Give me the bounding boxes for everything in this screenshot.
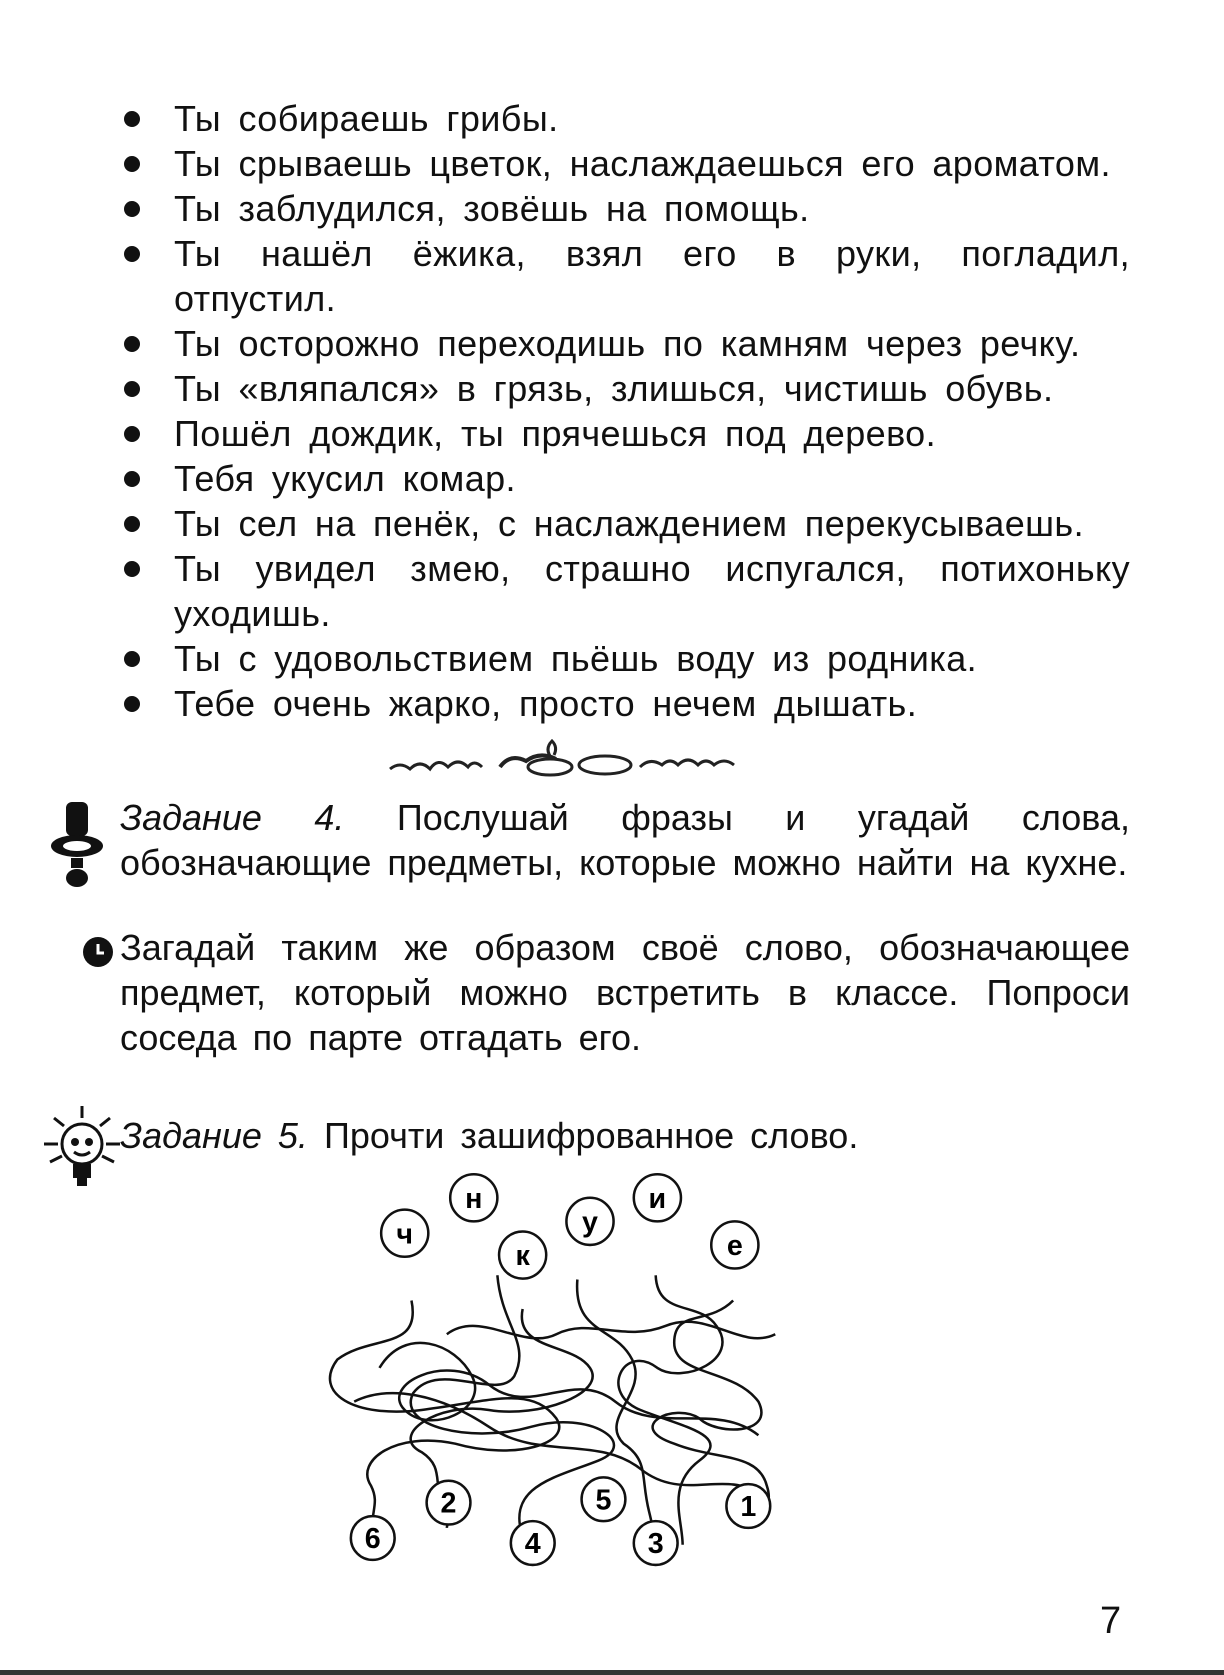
letter-e [711,1221,758,1268]
extra-task: Загадай таким же образом своё слово, обозначающее предмет, который можно встретить в классе. Попроси соседа по парте отгадать его. [120,927,1130,1058]
number-6 [351,1516,395,1560]
list-item: Ты с удовольствием пьёшь воду из родника. [120,636,1130,681]
bullet-icon [124,696,140,712]
svg-text:у: у [582,1206,598,1239]
number-5 [582,1477,626,1521]
bullet-icon [124,381,140,397]
bullet-icon [124,336,140,352]
bullet-icon [124,201,140,217]
svg-text:и: и [648,1182,667,1215]
number-2 [427,1481,471,1525]
list-item: Ты осторожно переходишь по камням через речку. [120,321,1130,366]
svg-text:н: н [465,1182,483,1215]
svg-text:ч: ч [396,1218,414,1251]
bullet-icon [124,111,140,127]
bullet-icon [124,426,140,442]
bullet-icon [124,156,140,172]
svg-text:3: 3 [647,1528,664,1561]
svg-text:1: 1 [740,1491,757,1524]
letter-i [634,1174,681,1221]
task-5: Задание 5. Прочти зашифрованное слово. [120,1115,859,1156]
task-4: Задание 4. Послушай фразы и угадай слова, обозначающие предметы, которые можно найти на кухне. [120,797,1130,883]
listen-icon [50,800,106,890]
number-1 [726,1484,770,1528]
clock-icon [82,936,114,968]
number-3 [634,1521,678,1565]
page-number: 7 [1100,1600,1122,1642]
letter-circles [381,1174,758,1278]
letter-k [499,1231,546,1278]
lightbulb-icon [44,1104,120,1190]
bullet-list [120,96,1130,726]
svg-text:к: к [515,1240,530,1273]
bullet-icon [124,651,140,667]
letter-u [566,1198,613,1245]
list-item: Ты «вляпался» в грязь, злишься, чистишь обувь. [120,366,1130,411]
page-edge-divider [0,1670,1224,1675]
list-item: Тебе очень жарко, просто нечем дышать. [120,681,1130,726]
svg-text:2: 2 [440,1487,457,1520]
list-item: Ты нашёл ёжика, взял его в руки, погладил, отпустил. [120,231,1130,321]
svg-text:6: 6 [364,1523,381,1556]
list-item: Ты заблудился, зовёшь на помощь. [120,186,1130,231]
svg-text:е: е [726,1230,743,1263]
tangled-lines-puzzle [270,1170,910,1570]
svg-text:4: 4 [524,1528,541,1561]
list-item: Ты собираешь грибы. [120,96,1130,141]
list-item: Ты увидел змею, страшно испугался, потихоньку уходишь. [120,546,1130,636]
list-item: Ты срываешь цветок, наслаждаешься его ароматом. [120,141,1130,186]
number-4 [511,1521,555,1565]
list-item: Ты сел на пенёк, с наслаждением перекусываешь. [120,501,1130,546]
svg-text:5: 5 [595,1484,612,1517]
number-circles [351,1477,770,1565]
bullet-icon [124,246,140,262]
bullet-icon [124,516,140,532]
divider-ornament-icon [380,737,800,787]
letter-n [450,1174,497,1221]
bullet-icon [124,561,140,577]
letter-ch [381,1210,428,1257]
list-item: Тебя укусил комар. [120,456,1130,501]
bullet-icon [124,471,140,487]
list-item: Пошёл дождик, ты прячешься под дерево. [120,411,1130,456]
